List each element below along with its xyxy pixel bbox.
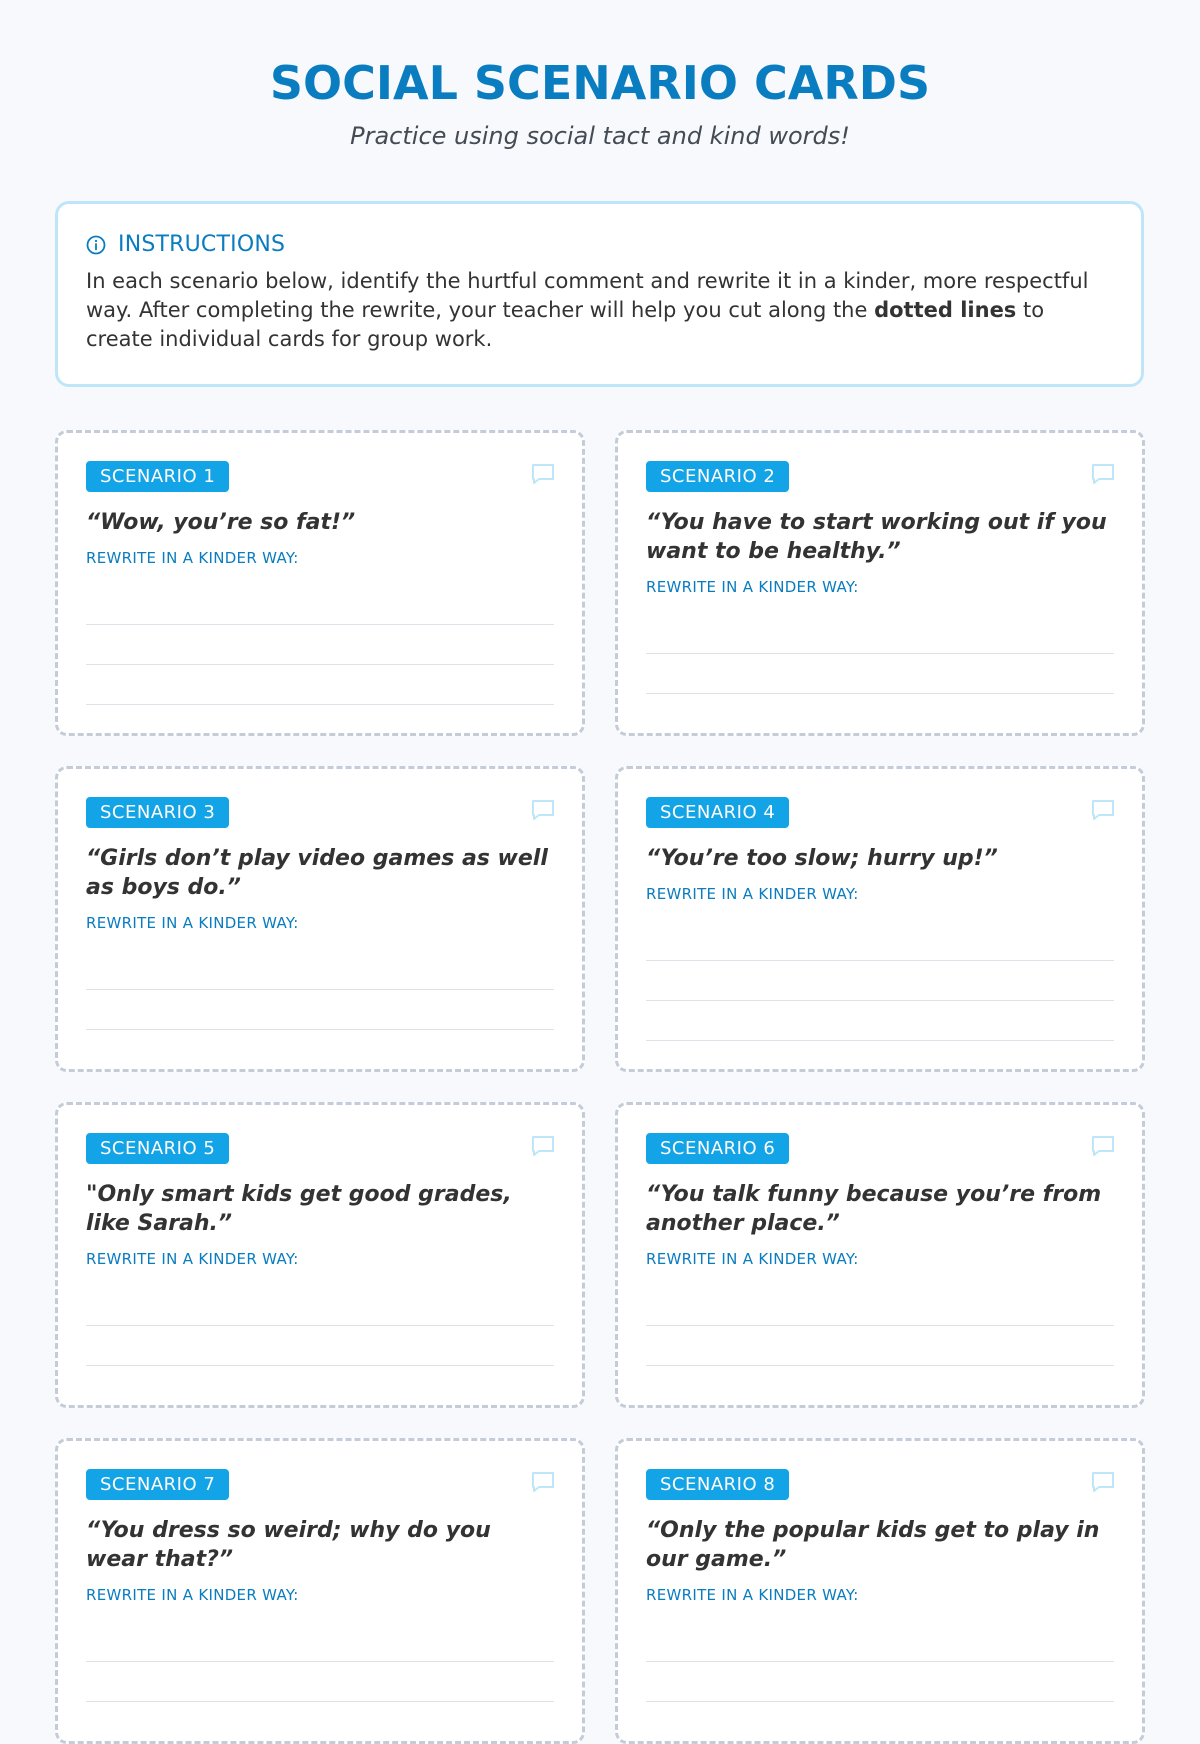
writing-line[interactable]	[646, 694, 1114, 734]
writing-line[interactable]	[86, 585, 554, 625]
writing-line[interactable]	[86, 625, 554, 665]
scenario-badge: SCENARIO 5	[86, 1133, 229, 1164]
writing-line[interactable]	[646, 614, 1114, 654]
rewrite-label: REWRITE IN A KINDER WAY:	[86, 1586, 299, 1604]
scenario-quote: "Only smart kids get good grades, like Sarah.”	[86, 1182, 512, 1236]
writing-line[interactable]	[86, 1286, 554, 1326]
writing-line[interactable]	[86, 950, 554, 990]
scenario-badge: SCENARIO 7	[86, 1469, 229, 1500]
scenario-card	[615, 1438, 1145, 1744]
writing-line[interactable]	[646, 1622, 1114, 1662]
scenario-quote: “You dress so weird; why do you wear that?”	[86, 1518, 491, 1572]
scenario-card	[55, 430, 585, 736]
writing-line[interactable]	[86, 1622, 554, 1662]
writing-line[interactable]	[86, 1662, 554, 1702]
scenario-badge: SCENARIO 8	[646, 1469, 789, 1500]
rewrite-label: REWRITE IN A KINDER WAY:	[646, 885, 859, 903]
scenario-quote: “Only the popular kids get to play in our game.”	[646, 1518, 1100, 1572]
writing-line[interactable]	[646, 1286, 1114, 1326]
writing-lines[interactable]	[86, 1286, 554, 1406]
writing-line[interactable]	[646, 1326, 1114, 1366]
writing-line[interactable]	[86, 665, 554, 705]
writing-line[interactable]	[646, 1702, 1114, 1742]
info-icon	[86, 235, 106, 255]
instructions-box	[55, 201, 1144, 387]
speech-bubble-icon	[530, 1469, 556, 1495]
scenario-card	[615, 430, 1145, 736]
instructions-text-after: to create individual cards for group work.	[86, 298, 1045, 351]
writing-line[interactable]	[86, 1030, 554, 1070]
instructions-header	[86, 232, 1113, 257]
rewrite-label: REWRITE IN A KINDER WAY:	[646, 1250, 859, 1268]
writing-line[interactable]	[646, 921, 1114, 961]
writing-line[interactable]	[646, 1366, 1114, 1406]
rewrite-label: REWRITE IN A KINDER WAY:	[646, 578, 859, 596]
writing-lines[interactable]	[646, 614, 1114, 734]
instructions-text	[86, 267, 1113, 354]
writing-line[interactable]	[86, 990, 554, 1030]
instructions-text-before: In each scenario below, identify the hurtful comment and rewrite it in a kinder, more respectful way. After completing the rewrite, your teacher will help you cut along the	[86, 269, 1089, 322]
scenario-quote: “Girls don’t play video games as well as boys do.”	[86, 846, 548, 900]
instructions-text-bold: dotted lines	[874, 298, 1017, 322]
speech-bubble-icon	[530, 461, 556, 487]
scenario-card	[55, 1102, 585, 1408]
writing-line[interactable]	[646, 654, 1114, 694]
speech-bubble-icon	[530, 1133, 556, 1159]
page-title: SOCIAL SCENARIO CARDS	[269, 56, 931, 110]
speech-bubble-icon	[1090, 1133, 1116, 1159]
scenario-badge: SCENARIO 6	[646, 1133, 789, 1164]
writing-line[interactable]	[646, 961, 1114, 1001]
scenario-card	[615, 1102, 1145, 1408]
scenario-badge: SCENARIO 2	[646, 461, 789, 492]
scenario-card	[55, 1438, 585, 1744]
instructions-title: INSTRUCTIONS	[118, 232, 286, 257]
scenario-badge: SCENARIO 4	[646, 797, 789, 828]
writing-lines[interactable]	[646, 1622, 1114, 1742]
scenario-badge: SCENARIO 3	[86, 797, 229, 828]
speech-bubble-icon	[1090, 1469, 1116, 1495]
writing-lines[interactable]	[86, 1622, 554, 1742]
rewrite-label: REWRITE IN A KINDER WAY:	[86, 1250, 299, 1268]
speech-bubble-icon	[530, 797, 556, 823]
rewrite-label: REWRITE IN A KINDER WAY:	[86, 914, 299, 932]
rewrite-label: REWRITE IN A KINDER WAY:	[86, 549, 299, 567]
writing-line[interactable]	[86, 1326, 554, 1366]
scenario-quote: “Wow, you’re so fat!”	[86, 510, 356, 535]
speech-bubble-icon	[1090, 461, 1116, 487]
writing-lines[interactable]	[86, 585, 554, 705]
writing-line[interactable]	[646, 1001, 1114, 1041]
scenario-badge: SCENARIO 1	[86, 461, 229, 492]
scenario-quote: “You have to start working out if you want to be healthy.”	[646, 510, 1107, 564]
writing-line[interactable]	[86, 1702, 554, 1742]
writing-line[interactable]	[646, 1662, 1114, 1702]
writing-lines[interactable]	[646, 1286, 1114, 1406]
writing-line[interactable]	[86, 1366, 554, 1406]
page-subtitle: Practice using social tact and kind words!	[350, 122, 850, 150]
writing-lines[interactable]	[86, 950, 554, 1070]
speech-bubble-icon	[1090, 797, 1116, 823]
writing-lines[interactable]	[646, 921, 1114, 1041]
scenario-card	[55, 766, 585, 1072]
scenario-grid	[55, 430, 1145, 1744]
scenario-card	[615, 766, 1145, 1072]
rewrite-label: REWRITE IN A KINDER WAY:	[646, 1586, 859, 1604]
scenario-quote: “You’re too slow; hurry up!”	[646, 846, 998, 871]
scenario-quote: “You talk funny because you’re from another place.”	[646, 1182, 1102, 1236]
